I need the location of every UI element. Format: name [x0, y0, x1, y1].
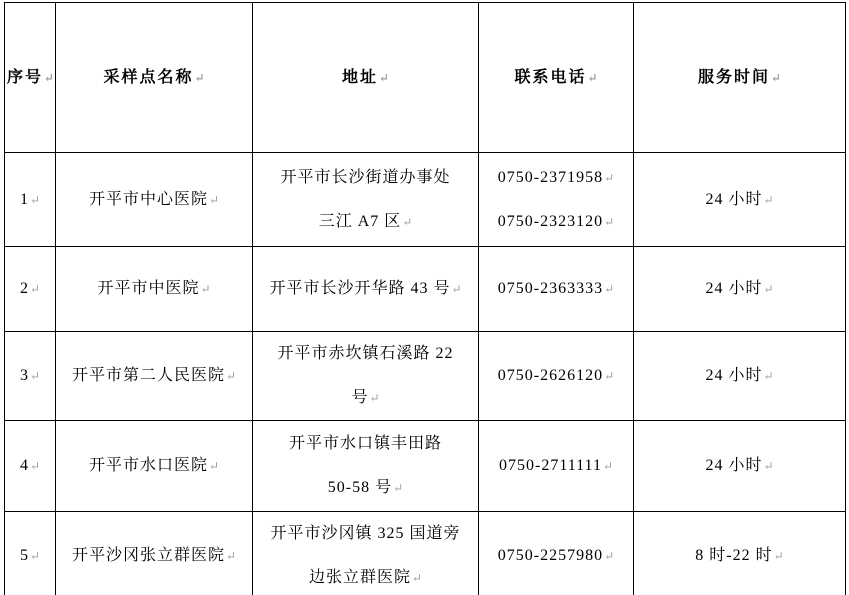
paragraph-mark-icon: ↵ — [29, 549, 41, 563]
cell-phone — [479, 332, 634, 421]
paragraph-mark-icon: ↵ — [393, 481, 404, 495]
paragraph-mark-icon: ↵ — [763, 369, 774, 383]
paragraph-mark-icon: ↵ — [29, 282, 41, 296]
cell-serial — [5, 332, 56, 421]
address-line: 号 — [351, 389, 369, 406]
header-cell-service-time — [634, 3, 846, 153]
paragraph-mark-icon: ↵ — [604, 282, 615, 296]
phone-number: 0750-2257980 — [497, 547, 604, 564]
paragraph-mark-icon: ↵ — [604, 369, 615, 383]
phone-number: 0750-2711111 — [498, 457, 602, 474]
cell-address — [253, 512, 479, 595]
header-cell-serial — [5, 3, 56, 153]
paragraph-mark-icon: ↵ — [773, 549, 784, 563]
site-name: 开平市中医院 — [97, 280, 200, 297]
service-time: 24 小时 — [705, 190, 763, 208]
address-line: 三江 A7 区 — [318, 212, 402, 230]
paragraph-mark-icon: ↵ — [587, 70, 598, 85]
cell-site-name — [56, 332, 253, 421]
site-name: 开平市中心医院 — [88, 190, 208, 208]
serial-number: 1 — [19, 190, 29, 208]
table-row — [5, 247, 846, 332]
header-label: 采样点名称 — [103, 68, 194, 86]
header-label: 序号 — [7, 68, 44, 86]
phone-number: 0750-2363333 — [497, 280, 604, 297]
cell-service-time — [634, 512, 846, 595]
site-name: 开平市水口医院 — [88, 457, 208, 474]
paragraph-mark-icon: ↵ — [451, 282, 462, 296]
cell-site-name — [56, 421, 253, 512]
cell-address — [253, 421, 479, 512]
header-cell-site-name — [56, 3, 253, 153]
serial-number: 2 — [19, 280, 29, 297]
address-line: 开平市赤坎镇石溪路 22 — [277, 345, 454, 362]
paragraph-mark-icon: ↵ — [604, 549, 615, 563]
paragraph-mark-icon: ↵ — [225, 549, 237, 563]
cell-service-time — [634, 421, 846, 512]
header-label: 联系电话 — [514, 68, 587, 86]
cell-service-time — [634, 332, 846, 421]
paragraph-mark-icon: ↵ — [770, 70, 782, 85]
paragraph-mark-icon: ↵ — [763, 459, 774, 473]
header-cell-phone — [479, 3, 634, 153]
address-line: 开平市沙冈镇 325 国道旁 — [270, 525, 461, 542]
header-label: 服务时间 — [697, 68, 770, 86]
cell-address — [253, 332, 479, 421]
cell-phone — [479, 421, 634, 512]
paragraph-mark-icon: ↵ — [29, 459, 41, 473]
header-label: 地址 — [341, 68, 378, 86]
paragraph-mark-icon: ↵ — [763, 282, 774, 296]
phone-number: 0750-2323120 — [497, 212, 604, 230]
site-name: 开平市第二人民医院 — [71, 367, 225, 384]
cell-service-time — [634, 247, 846, 332]
service-time: 24 小时 — [705, 457, 763, 474]
service-time: 24 小时 — [705, 367, 763, 384]
table-row — [5, 512, 846, 595]
paragraph-mark-icon: ↵ — [44, 70, 55, 85]
table-row — [5, 153, 846, 247]
cell-phone — [479, 153, 634, 247]
paragraph-mark-icon: ↵ — [604, 170, 615, 185]
address-line: 开平市水口镇丰田路 — [288, 435, 442, 452]
phone-number: 0750-2626120 — [497, 367, 604, 384]
serial-number: 4 — [19, 457, 29, 474]
paragraph-mark-icon: ↵ — [378, 70, 390, 85]
paragraph-mark-icon: ↵ — [369, 391, 380, 405]
address-line: 50-58 号 — [327, 479, 393, 496]
cell-phone — [479, 512, 634, 595]
cell-phone — [479, 247, 634, 332]
site-name: 开平沙冈张立群医院 — [71, 547, 225, 564]
paragraph-mark-icon: ↵ — [194, 70, 205, 85]
table-row — [5, 332, 846, 421]
paragraph-mark-icon: ↵ — [225, 369, 237, 383]
paragraph-mark-icon: ↵ — [411, 571, 423, 585]
serial-number: 3 — [19, 367, 29, 384]
phone-number: 0750-2371958 — [497, 168, 604, 186]
cell-serial — [5, 421, 56, 512]
table-header-row — [5, 3, 846, 153]
paragraph-mark-icon: ↵ — [208, 192, 220, 207]
service-time: 24 小时 — [705, 280, 763, 297]
cell-address — [253, 247, 479, 332]
address-line: 开平市长沙开华路 43 号 — [269, 280, 451, 297]
header-cell-address — [253, 3, 479, 153]
cell-address — [253, 153, 479, 247]
address-line: 开平市长沙街道办事处 — [280, 168, 451, 186]
paragraph-mark-icon: ↵ — [208, 459, 220, 473]
service-time: 8 时-22 时 — [695, 547, 773, 564]
cell-serial — [5, 153, 56, 247]
paragraph-mark-icon: ↵ — [200, 282, 211, 296]
paragraph-mark-icon: ↵ — [604, 214, 615, 229]
cell-site-name — [56, 247, 253, 332]
table-row — [5, 421, 846, 512]
cell-service-time — [634, 153, 846, 247]
paragraph-mark-icon: ↵ — [29, 369, 41, 383]
paragraph-mark-icon: ↵ — [29, 192, 41, 207]
sampling-sites-table — [4, 2, 846, 595]
cell-site-name — [56, 153, 253, 247]
cell-serial — [5, 247, 56, 332]
paragraph-mark-icon: ↵ — [402, 214, 413, 229]
paragraph-mark-icon: ↵ — [763, 192, 774, 207]
cell-serial — [5, 512, 56, 595]
address-line: 边张立群医院 — [308, 569, 411, 586]
cell-site-name — [56, 512, 253, 595]
paragraph-mark-icon: ↵ — [602, 459, 613, 473]
serial-number: 5 — [19, 547, 29, 564]
